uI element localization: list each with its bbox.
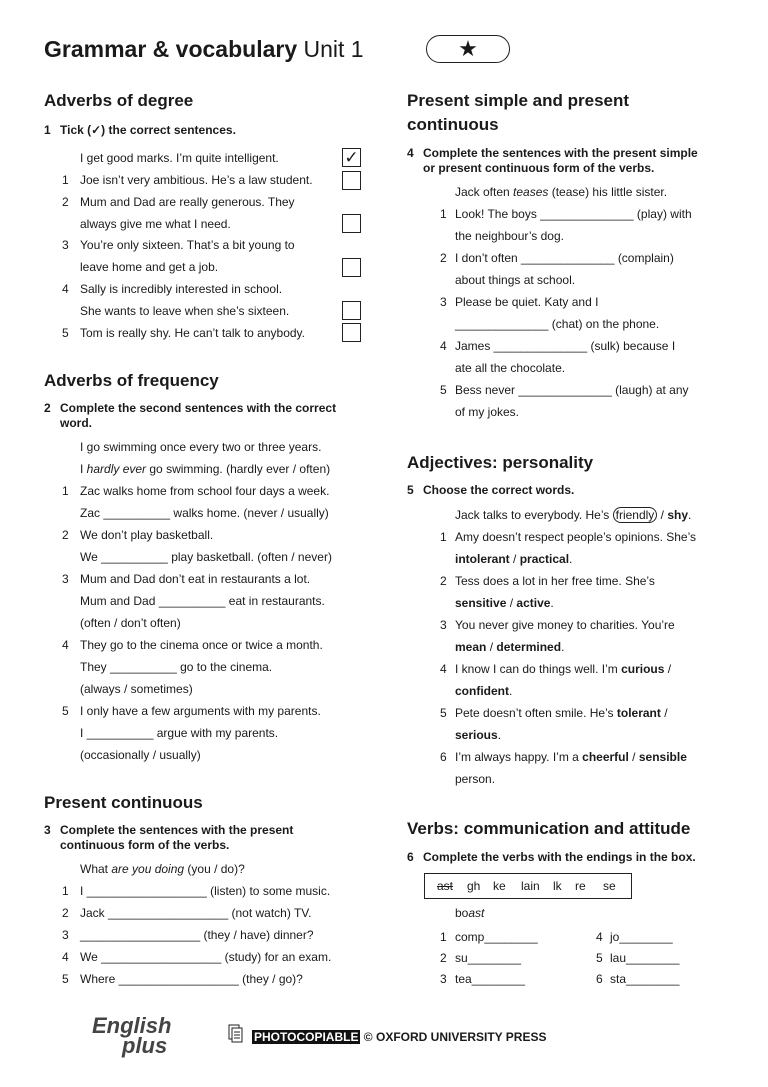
s1-item-text: Joe isn’t very ambitious. He’s a law student. — [80, 173, 313, 187]
s5-item-text: You never give money to charities. You’re — [455, 618, 675, 632]
s6-item-number: 6 — [596, 972, 603, 986]
s2-item-number: 2 — [62, 528, 69, 542]
s1-checkbox-4[interactable] — [342, 301, 361, 320]
s6-item-text: tea________ — [455, 972, 526, 986]
s2-item-text: Zac walks home from school four days a week. — [80, 484, 330, 498]
s4-item-number: 5 — [440, 383, 447, 397]
ending: gh — [467, 879, 481, 893]
s3-item-text: __________________ (they / have) dinner? — [80, 928, 314, 942]
s2-heading: Adverbs of frequency — [44, 371, 219, 390]
s2-item-text: Mum and Dad __________ eat in restaurants. — [80, 594, 325, 608]
s1-item-text: Tom is really shy. He can’t talk to anybody. — [80, 326, 305, 340]
s3-instruction: 3 Complete the sentences with the present continuous form of the verbs. — [44, 823, 294, 852]
s2-item-text: We __________ play basketball. (often / never) — [80, 550, 332, 564]
s3-item-number: 3 — [62, 928, 69, 942]
s1-item-text: She wants to leave when she’s sixteen. — [80, 304, 290, 318]
s4-instruction: 4 Complete the sentences with the present simple or present continuous form of the verbs. — [407, 146, 698, 175]
ending: re — [575, 879, 586, 893]
s1-heading: Adverbs of degree — [44, 91, 194, 110]
s2-item-number: 4 — [62, 638, 69, 652]
s3-item-number: 2 — [62, 906, 69, 920]
s5-item-text: Amy doesn’t respect people’s opinions. She’s — [455, 530, 697, 544]
s4-item-text: ate all the chocolate. — [455, 361, 566, 375]
s1-item-text: Sally is incredibly interested in school. — [80, 282, 283, 296]
s4-item-number: 3 — [440, 295, 447, 309]
s3-item-text: We __________________ (study) for an exam. — [80, 950, 332, 964]
s1-item-number: 4 — [62, 282, 69, 296]
s5-item-number: 6 — [440, 750, 447, 764]
s2-item-text: We don’t play basketball. — [80, 528, 214, 542]
s1-item-number: 5 — [62, 326, 69, 340]
answer: are you doing — [111, 862, 185, 876]
s2-example-1: I go swimming once every two or three years. — [80, 440, 322, 454]
s2-item-text: I only have a few arguments with my parents. — [80, 704, 321, 718]
s5-choice[interactable]: sensitive / active. — [455, 596, 554, 610]
answer: ast — [468, 906, 485, 920]
s5-choice[interactable]: confident. — [455, 684, 513, 698]
s6-item-number: 3 — [440, 972, 447, 986]
s5-example: Jack talks to everybody. He’s friendly / shy. — [455, 508, 692, 522]
s5-item-number: 5 — [440, 706, 447, 720]
s2-item-text: (often / don’t often) — [80, 616, 181, 630]
s2-instruction: 2 Complete the second sentences with the correct word. — [44, 401, 337, 430]
s2-item-text: They __________ go to the cinema. — [80, 660, 273, 674]
title-unit: Unit 1 — [303, 36, 364, 62]
s4-item-text: the neighbour’s dog. — [455, 229, 564, 243]
s6-item-number: 2 — [440, 951, 447, 965]
s2-item-text: Mum and Dad don’t eat in restaurants a lot. — [80, 572, 311, 586]
s6-item-text: jo________ — [610, 930, 673, 944]
s1-item-number: 2 — [62, 195, 69, 209]
s5-item-number: 3 — [440, 618, 447, 632]
s4-item-number: 2 — [440, 251, 447, 265]
s6-item-number: 5 — [596, 951, 603, 965]
s2-item-number: 5 — [62, 704, 69, 718]
s1-item-text: always give me what I need. — [80, 217, 231, 231]
page-title — [44, 36, 364, 63]
s2-item-text: I __________ argue with my parents. — [80, 726, 279, 740]
s6-item-text: comp________ — [455, 930, 538, 944]
s4-item-text: Please be quiet. Katy and I — [455, 295, 599, 309]
s2-item-text: (always / sometimes) — [80, 682, 193, 696]
s2-item-text: They go to the cinema once or twice a month. — [80, 638, 323, 652]
s4-item-text: of my jokes. — [455, 405, 520, 419]
s3-example: What are you doing (you / do)? — [80, 862, 245, 876]
answer: hardly ever — [86, 462, 147, 476]
s5-item-text[interactable]: I’m always happy. I’m a cheerful / sensible — [455, 750, 687, 764]
s1-example-checkbox[interactable] — [342, 148, 361, 167]
s1-instruction: 1 Tick (✓) the correct sentences. — [44, 123, 236, 137]
ending: ke — [493, 879, 506, 893]
circled-answer: friendly — [613, 507, 658, 523]
s2-item-text: (occasionally / usually) — [80, 748, 201, 762]
s2-item-number: 1 — [62, 484, 69, 498]
s4-item-number: 4 — [440, 339, 447, 353]
s5-choice[interactable]: intolerant / practical. — [455, 552, 573, 566]
s3-item-number: 1 — [62, 884, 69, 898]
s5-item-text: person. — [455, 772, 496, 786]
s5-item-number: 4 — [440, 662, 447, 676]
s4-item-text: Bess never ______________ (laugh) at any — [455, 383, 689, 397]
s5-choice[interactable]: mean / determined. — [455, 640, 565, 654]
s1-checkbox-1[interactable] — [342, 171, 361, 190]
s4-item-text: James ______________ (sulk) because I — [455, 339, 676, 353]
ending: lain — [521, 879, 540, 893]
s5-instruction: 5 Choose the correct words. — [407, 483, 575, 497]
s5-heading: Adjectives: personality — [407, 453, 594, 472]
s5-choice[interactable]: serious. — [455, 728, 502, 742]
s5-item-text: Tess does a lot in her free time. She’s — [455, 574, 655, 588]
s3-item-text: Where __________________ (they / go)? — [80, 972, 303, 986]
s5-item-text[interactable]: I know I can do things well. I’m curious / — [455, 662, 672, 676]
answer: teases — [513, 185, 549, 199]
s4-item-text: about things at school. — [455, 273, 576, 287]
footer-copyright: PHOTOCOPIABLE © OXFORD UNIVERSITY PRESS — [254, 1030, 547, 1044]
s4-item-text: ______________ (chat) on the phone. — [455, 317, 660, 331]
s2-item-number: 3 — [62, 572, 69, 586]
s5-item-text[interactable]: Pete doesn’t often smile. He’s tolerant / — [455, 706, 668, 720]
ending: se — [603, 879, 616, 893]
s1-checkbox-3[interactable] — [342, 258, 361, 277]
s6-heading: Verbs: communication and attitude — [407, 819, 691, 838]
s1-item-text: You’re only sixteen. That’s a bit young to — [80, 238, 295, 252]
s6-item-text: lau________ — [610, 951, 680, 965]
ending: lk — [553, 879, 562, 893]
photocopy-icon — [228, 1024, 244, 1046]
s6-item-number: 1 — [440, 930, 447, 944]
s6-item-text: sta________ — [610, 972, 680, 986]
s3-item-number: 4 — [62, 950, 69, 964]
s4-item-number: 1 — [440, 207, 447, 221]
s4-example: Jack often teases (tease) his little sister. — [455, 185, 668, 199]
s1-example: I get good marks. I’m quite intelligent. — [80, 151, 279, 165]
tick-icon: ✓ — [344, 148, 359, 167]
title-main: Grammar & vocabulary — [44, 36, 298, 62]
s1-checkbox-5[interactable] — [342, 323, 361, 342]
photocopiable-label: PHOTOCOPIABLE — [254, 1030, 359, 1044]
s4-heading: Present simple and present continuous — [407, 91, 630, 134]
s1-item-text: leave home and get a job. — [80, 260, 219, 274]
level-star-icon: ★ — [426, 35, 510, 63]
s6-item-number: 4 — [596, 930, 603, 944]
s2-example-2: I hardly ever go swimming. (hardly ever / often) — [80, 462, 331, 476]
s6-example: boast — [455, 906, 485, 920]
ending-used: ast — [437, 879, 454, 893]
s1-item-number: 3 — [62, 238, 69, 252]
s1-item-text: Mum and Dad are really generous. They — [80, 195, 295, 209]
s4-item-text: Look! The boys ______________ (play) with — [455, 207, 692, 221]
s2-item-text: Zac __________ walks home. (never / usually) — [80, 506, 329, 520]
s1-checkbox-2[interactable] — [342, 214, 361, 233]
s5-item-number: 1 — [440, 530, 447, 544]
english-plus-logo: English plus — [92, 1013, 172, 1058]
endings-box — [424, 873, 632, 899]
s3-heading: Present continuous — [44, 793, 203, 812]
s1-item-number: 1 — [62, 173, 69, 187]
s6-instruction: 6 Complete the verbs with the endings in the box. — [407, 850, 696, 864]
s3-item-text: Jack __________________ (not watch) TV. — [80, 906, 312, 920]
s4-item-text: I don’t often ______________ (complain) — [455, 251, 674, 265]
s3-item-number: 5 — [62, 972, 69, 986]
s5-item-number: 2 — [440, 574, 447, 588]
s6-item-text: su________ — [455, 951, 522, 965]
s3-item-text: I __________________ (listen) to some music. — [80, 884, 331, 898]
